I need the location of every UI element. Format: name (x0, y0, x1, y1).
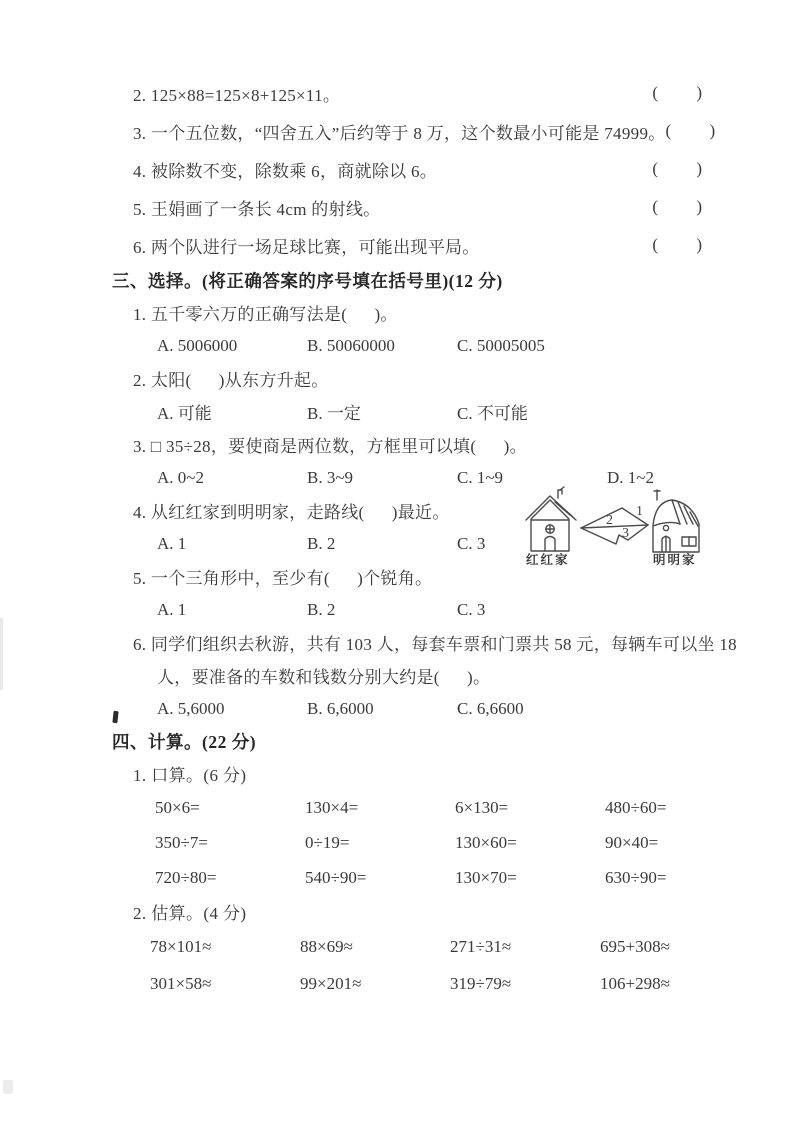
question-text: 5. 一个三角形中，至少有( )个锐角。 (133, 569, 433, 588)
option: B. 3~9 (307, 467, 354, 487)
option: C. 1~9 (457, 467, 504, 487)
statement-text: 3. 一个五位数，“四舍五入”后约等于 8 万，这个数最小可能是 74999。 (133, 123, 666, 143)
question-row (112, 428, 702, 461)
expression: 540÷90= (305, 867, 367, 887)
expression: 301×58≈ (150, 973, 212, 993)
scan-artifact (0, 618, 3, 690)
route-label-2: 2 (606, 513, 613, 528)
expression: 350÷7= (155, 832, 208, 852)
option-row (157, 593, 702, 626)
expression: 78×101≈ (150, 936, 212, 956)
answer-bracket: ( ) (652, 197, 702, 216)
estimate-grid (112, 928, 702, 1002)
truefalse-list (112, 74, 716, 264)
left-house-label: 红红家 (526, 553, 570, 566)
expression: 106+298≈ (600, 973, 670, 993)
question-row-cont (112, 659, 702, 692)
answer-bracket: ( ) (665, 121, 716, 140)
question-text: 人，要准备的车数和钱数分别大约是( )。 (157, 668, 491, 687)
calc-row (155, 860, 702, 895)
left-house-icon (526, 487, 576, 551)
estimate-calc-heading: 2. 估算。(4 分) (133, 904, 247, 923)
option: C. 3 (457, 599, 486, 619)
truefalse-item (112, 74, 702, 112)
truefalse-item (112, 112, 716, 150)
section-calc-heading: 四、计算。(22 分) (112, 731, 257, 752)
routes-diagram (581, 504, 648, 544)
question-text: 2. 太阳( )从东方升起。 (133, 371, 329, 390)
option: A. 可能 (157, 404, 212, 423)
question-text: 6. 同学们组织去秋游，共有 103 人，每套车票和门票共 58 元，每辆车可以坐 18 (133, 635, 737, 654)
option: B. 6,6000 (307, 698, 374, 718)
option: A. 5006000 (157, 335, 238, 355)
oral-grid (112, 790, 702, 895)
option-row (157, 395, 702, 428)
option: C. 不可能 (457, 404, 528, 423)
oral-calc-heading: 1. 口算。(6 分) (133, 766, 247, 785)
answer-bracket: ( ) (652, 83, 702, 102)
expression: 99×201≈ (300, 973, 362, 993)
statement-text: 2. 125×88=125×8+125×11。 (133, 85, 341, 105)
calc-row (150, 928, 702, 965)
expression: 130×4= (305, 797, 359, 817)
question-row (112, 626, 737, 659)
option: B. 2 (307, 599, 336, 619)
section-choice-heading: 三、选择。(将正确答案的序号填在括号里)(12 分) (112, 270, 503, 291)
option: A. 1 (157, 533, 187, 553)
question-row (112, 296, 702, 329)
truefalse-item (112, 188, 702, 226)
question-text: 3. □ 35÷28，要使商是两位数，方框里可以填( )。 (133, 437, 527, 456)
option-row (157, 692, 702, 725)
truefalse-item (112, 150, 702, 188)
option: C. 6,6600 (457, 698, 524, 718)
expression: 480÷60= (605, 797, 667, 817)
option: B. 一定 (307, 404, 361, 423)
expression: 695+308≈ (600, 936, 670, 956)
question-text: 4. 从红红家到明明家，走路线( )最近。 (133, 503, 450, 522)
calc-row (155, 790, 702, 825)
option: C. 3 (457, 533, 486, 553)
option: B. 2 (307, 533, 336, 553)
expression: 50×6= (155, 797, 200, 817)
expression: 319÷79≈ (450, 973, 512, 993)
statement-text: 6. 两个队进行一场足球比赛，可能出现平局。 (133, 237, 480, 257)
expression: 630÷90= (605, 867, 667, 887)
expression: 6×130= (455, 797, 509, 817)
route-label-1: 1 (636, 504, 643, 519)
expression: 720÷80= (155, 867, 217, 887)
route-map-illustration (524, 486, 704, 566)
right-house-icon (653, 490, 699, 552)
expression: 130×60= (455, 832, 517, 852)
answer-bracket: ( ) (652, 235, 702, 254)
truefalse-item (112, 226, 702, 264)
route-label-3: 3 (622, 526, 629, 541)
option: A. 0~2 (157, 467, 204, 487)
option-row (157, 329, 702, 362)
calc-row (150, 965, 702, 1002)
statement-text: 4. 被除数不变，除数乘 6，商就除以 6。 (133, 161, 438, 181)
expression: 130×70= (455, 867, 517, 887)
option: C. 50005005 (457, 335, 545, 355)
option: A. 5,6000 (157, 698, 225, 718)
right-house-label: 明明家 (653, 553, 697, 566)
expression: 90×40= (605, 832, 659, 852)
expression: 88×69≈ (300, 936, 353, 956)
statement-text: 5. 王娟画了一条长 4cm 的射线。 (133, 199, 381, 219)
option: A. 1 (157, 599, 187, 619)
calc-row (155, 825, 702, 860)
question-text: 1. 五千零六万的正确写法是( )。 (133, 305, 398, 324)
expression: 271÷31≈ (450, 936, 512, 956)
question-row (112, 362, 702, 395)
option: D. 1~2 (607, 467, 654, 487)
expression: 0÷19= (305, 832, 350, 852)
answer-bracket: ( ) (652, 159, 702, 178)
option: B. 50060000 (307, 335, 395, 355)
scan-artifact (3, 1080, 13, 1094)
